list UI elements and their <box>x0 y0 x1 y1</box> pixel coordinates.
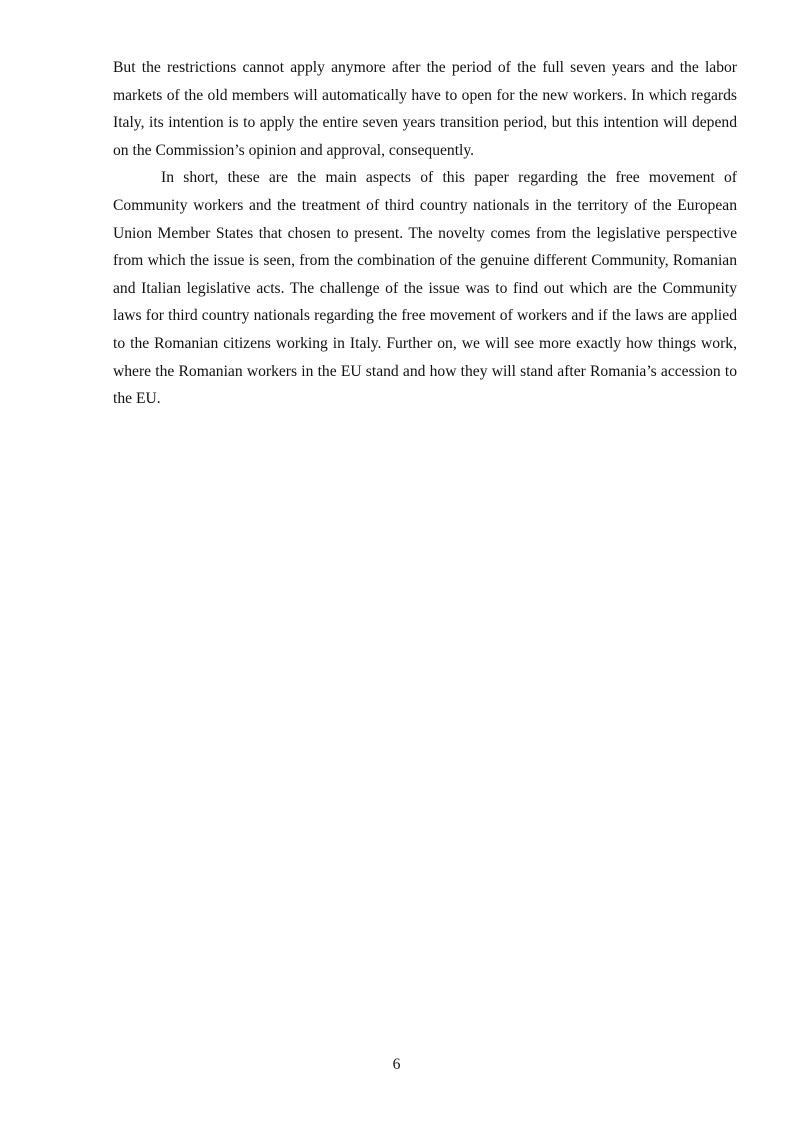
page-number: 6 <box>392 1056 401 1073</box>
body-text <box>113 54 737 413</box>
paragraph-continuation: But the restrictions cannot apply anymore after the period of the full seven years and the labor markets of the old members will automatically have to open for the new workers. In which regards Italy, its intention is to apply the entire seven years transition period, but this intention will depend on the Commission’s opinion and approval, consequently. <box>113 59 737 159</box>
paragraph-summary: In short, these are the main aspects of this paper regarding the free movement of Community workers and the treatment of third country nationals in the territory of the European Union Member States that chosen to present. The novelty comes from the legislative perspective from which the issue is seen, from the combination of the genuine different Community, Romanian and Italian legislative acts. The challenge of the issue was to find out which are the Community laws for third country nationals regarding the free movement of workers and if the laws are applied to the Romanian citizens working in Italy. Further on, we will see more exactly how things work, where the Romanian workers in the EU stand and how they will stand after Romania’s accession to the EU. <box>113 169 737 408</box>
